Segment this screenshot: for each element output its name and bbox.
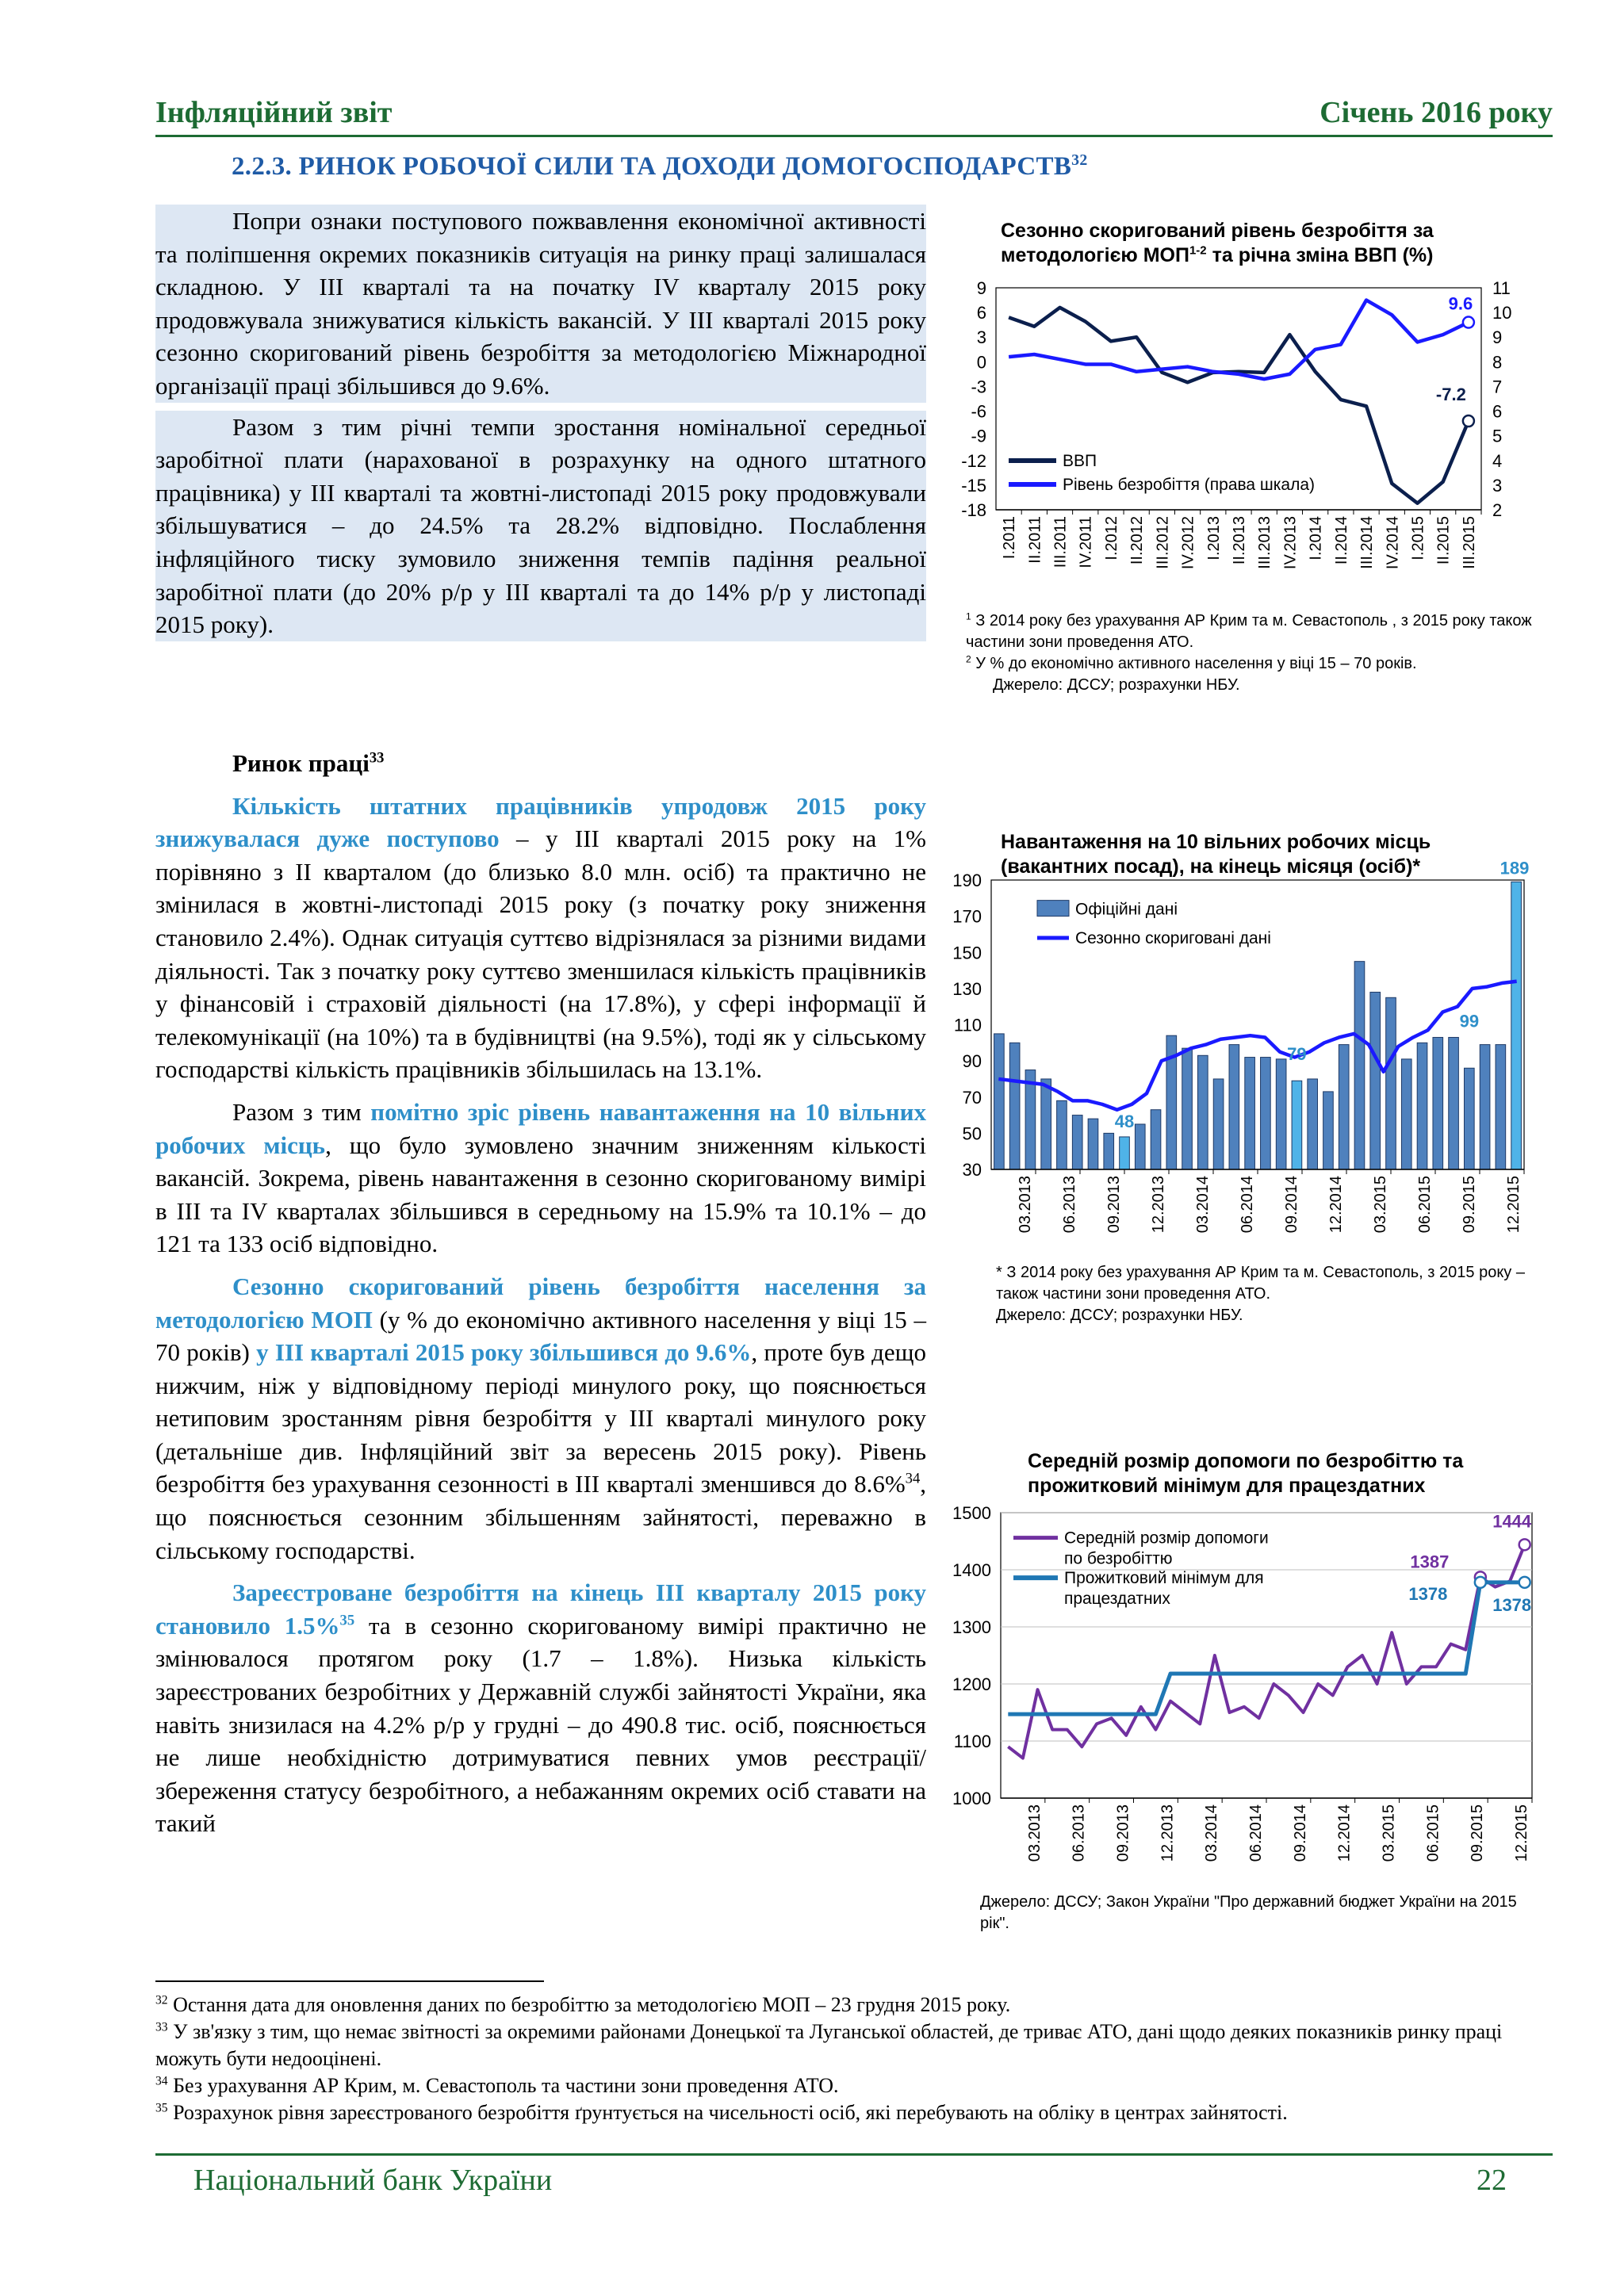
chart2-bar — [1104, 1133, 1114, 1169]
chart2-bar — [1120, 1137, 1130, 1169]
chart2-bar — [1433, 1037, 1443, 1169]
report-date: Січень 2016 року — [1320, 96, 1553, 129]
report-title: Інфляційний звіт — [155, 96, 393, 129]
chart1-xtick-label: III.2014 — [1358, 516, 1377, 569]
chart2-xtick-label: 09.2015 — [1461, 1176, 1478, 1234]
chart2-ytick: 70 — [962, 1087, 982, 1108]
chart2-bar — [1370, 992, 1381, 1169]
chart3-xtick-label: 06.2013 — [1070, 1804, 1088, 1862]
chart1-gdp-unemployment — [944, 274, 1512, 599]
chart1-ytick-left: 0 — [976, 352, 986, 373]
chart3-legend-label-minimum-1: Прожитковий мінімум для — [1064, 1569, 1264, 1588]
chart2-xtick-label: 12.2015 — [1505, 1176, 1522, 1234]
chart3-benefit-vs-minimum — [944, 1490, 1546, 1887]
chart3-ytick: 1500 — [952, 1503, 991, 1523]
chart1-xtick-label: IV.2012 — [1179, 516, 1197, 570]
chart3-xtick-label: 06.2015 — [1424, 1804, 1442, 1862]
chart2-ytick: 130 — [952, 978, 982, 999]
chart3-xtick-label: 12.2013 — [1159, 1804, 1177, 1862]
chart1-ytick-right: 3 — [1492, 475, 1503, 496]
footnote-rule — [155, 1980, 544, 1982]
header-rule — [155, 135, 1553, 137]
chart2-label-189: 189 — [1500, 858, 1530, 878]
chart2-ytick: 90 — [962, 1051, 982, 1072]
chart2-bar — [1135, 1124, 1145, 1169]
chart3-xtick-label: 12.2015 — [1513, 1804, 1531, 1862]
chart3-xtick-label: 06.2014 — [1247, 1804, 1266, 1862]
chart2-bar — [1449, 1037, 1459, 1169]
chart3-xtick-label: 09.2015 — [1469, 1804, 1487, 1862]
chart2-bar — [1088, 1119, 1098, 1169]
section-title: 2.2.3. РИНОК РОБОЧОЇ СИЛИ ТА ДОХОДИ ДОМОГОСПОДАРСТВ$^{32}$ — [232, 151, 1088, 181]
chart1-series-line-gdp — [1009, 308, 1469, 503]
chart3-point-1378b — [1519, 1577, 1530, 1588]
chart2-note: * З 2014 року без урахування АР Крим та м. Севастополь, з 2015 року – також частини зони проведення АТО. — [996, 1264, 1525, 1303]
chart2-xtick-label: 03.2013 — [1017, 1176, 1034, 1234]
chart2-bar — [994, 1034, 1005, 1169]
chart1-note-1: $^1$ З 2014 року без урахування АР Крим та м. Севастополь , з 2015 року також частини зони проведення АТО. — [966, 610, 1532, 651]
chart1-xtick-label: II.2014 — [1332, 516, 1350, 565]
labor-paragraph-3: Сезонно скоригований рівень безробіття населення за методологією МОП (у % до економічно активного населення у віці 15 – 70 років) у ІІІ кварталі 2015 року збільшився до 9.6%, проте був дещо нижчим, ніж у відповідному періоді минулого року, що пояснюється нетиповим зростанням рівня безробіття у ІІІ кварталі минулого року (детальніше див. Інфляційний звіт за вересень 2015 року). Рівень безробіття без урахування сезонності в ІІІ кварталі зменшився до 8.6%$^{34}$, що пояснюється сезонним збільшенням зайнятості, переважно в сільському господарстві. — [155, 1272, 926, 1564]
chart1-xtick-label: I.2014 — [1307, 516, 1325, 561]
chart3-ytick: 1200 — [952, 1674, 991, 1694]
chart3-xtick-label: 09.2013 — [1114, 1804, 1132, 1862]
chart1-xtick-label: III.2011 — [1051, 516, 1070, 568]
chart2-bar — [1182, 1048, 1193, 1169]
chart1-xtick-label: III.2013 — [1256, 516, 1274, 569]
chart2-bar — [1417, 1043, 1427, 1169]
chart1-xtick-label: III.2015 — [1460, 516, 1478, 569]
chart3-legend-label-benefit-2: по безробіттю — [1064, 1549, 1173, 1568]
chart1-xtick-label: II.2011 — [1026, 516, 1044, 564]
footnote-33: $^{33}$ У зв'язку з тим, що немає звітності за окремими районами Донецької та Луганської областей, де триває АТО, дані щодо деяких показників ринку праці можуть бути недооцінені. — [155, 2020, 1503, 2070]
chart2-bar — [1401, 1059, 1411, 1169]
chart1-legend-label-unemployment: Рівень безробіття (права шкала) — [1063, 476, 1316, 494]
chart2-legend-label-line: Сезонно скориговані дані — [1075, 929, 1271, 947]
chart1-ytick-right: 7 — [1492, 377, 1503, 397]
chart2-bar — [1480, 1045, 1490, 1169]
chart1-ytick-left: 3 — [976, 327, 986, 348]
chart2-ytick: 50 — [962, 1123, 982, 1144]
chart3-xtick-label: 12.2014 — [1335, 1804, 1354, 1862]
chart1-ytick-left: -3 — [971, 377, 986, 397]
chart1-notes — [966, 610, 1537, 696]
chart1-ytick-right: 10 — [1492, 303, 1512, 323]
labor-paragraph-1: Кількість штатних працівників упродовж 2015 року знижувалася дуже поступово – у ІІІ кварталі 2015 року на 1% порівняно з ІІ кварталом (до близько 8.0 млн. осіб) та практично не змінилася в жовтні-листопаді 2015 року (з початку року зниження становило 2.4%). Однак ситуація суттєво відрізнялася за різними видами діяльності. Так з початку року суттєво зменшилася кількість працівників у фінансовій і страховій діяльності (на 17.8%), у сфері інформації й телекомунікації (на 10%) та в будівництві (на 9.5%), тоді як у сільському господарстві кількість працівників збільшилась на 13.1%. — [155, 791, 926, 1084]
chart1-series-line-unemployment — [1009, 300, 1469, 380]
chart1-ytick-left: -9 — [971, 426, 986, 446]
chart1-ytick-left: 9 — [976, 278, 986, 298]
chart1-last-point — [1463, 415, 1474, 427]
labor-block — [155, 747, 926, 1840]
chart1-last-point — [1463, 317, 1474, 328]
chart1-label-gdp: -7.2 — [1435, 385, 1466, 404]
intro-paragraph-1: Попри ознаки поступового пожвавлення економічної активності та поліпшення окремих показників ситуація на ринку праці залишалася складною. У ІІІ кварталі та на початку IV кварталу 2015 року продовжувала знижуватися кількість вакансій. У ІІІ кварталі 2015 року сезонно скоригований рівень безробіття за методологією Міжнародної організації праці збільшився до 9.6%. — [155, 205, 926, 403]
chart2-xtick-label: 06.2015 — [1416, 1176, 1434, 1234]
footnote-32: $^{32}$ Остання дата для оновлення даних по безробіттю за методологією МОП – 23 грудня 2015 року. — [155, 1993, 1011, 2016]
chart2-bar — [1276, 1059, 1286, 1169]
chart2-bar — [1511, 882, 1522, 1169]
chart2-xtick-label: 03.2014 — [1194, 1176, 1212, 1234]
footer-bank-name: Національний банк України — [193, 2164, 553, 2197]
chart1-ytick-left: 6 — [976, 303, 986, 323]
chart2-bar — [1213, 1079, 1224, 1169]
chart2-bar — [1009, 1043, 1020, 1169]
chart2-bar — [1245, 1058, 1255, 1169]
chart1-xtick-label: II.2015 — [1434, 516, 1453, 565]
chart3-xtick-label: 03.2015 — [1380, 1804, 1398, 1862]
chart1-xtick-label: II.2012 — [1128, 516, 1147, 565]
chart2-xtick-label: 09.2013 — [1105, 1176, 1123, 1234]
chart2-label-79: 79 — [1287, 1044, 1307, 1065]
chart2-source: Джерело: ДССУ; розрахунки НБУ. — [996, 1307, 1243, 1324]
chart1-xtick-label: I.2013 — [1205, 516, 1223, 561]
chart1-xtick-label: I.2012 — [1102, 516, 1120, 561]
chart3-label-1378b: 1378 — [1492, 1594, 1532, 1615]
chart1-ytick-left: -6 — [971, 401, 986, 422]
chart3-xtick-label: 03.2013 — [1025, 1804, 1044, 1862]
chart1-xtick-label: I.2011 — [1001, 516, 1019, 560]
chart2-bar — [1339, 1045, 1349, 1169]
chart1-ytick-left: -18 — [961, 500, 986, 520]
labor-paragraph-2: Разом з тим помітно зріс рівень навантаження на 10 вільних робочих місць, що було зумовлено значним зниженням кількості вакансій. Зокрема, рівень навантаження в сезонно скоригованому вимірі в ІІІ та IV кварталах збільшився в середньому на 15.9% та 10.1% – до 121 та 133 осіб відповідно. — [155, 1097, 927, 1258]
chart2-bar — [1197, 1055, 1208, 1169]
chart1-ytick-left: -15 — [961, 475, 986, 496]
chart1-note-2: $^2$ У % до економічно активного населення у віці 15 – 70 років. — [966, 653, 1417, 672]
chart2-bar — [1464, 1068, 1474, 1169]
chart2-bar — [1386, 997, 1396, 1169]
chart3-legend-label-minimum-2: працездатних — [1064, 1590, 1170, 1609]
chart2-ytick: 150 — [952, 943, 982, 963]
chart1-xtick-label: IV.2011 — [1077, 516, 1095, 568]
chart2-legend-swatch-bars — [1037, 901, 1069, 916]
chart2-notes — [996, 1262, 1543, 1326]
chart2-title: Навантаження на 10 вільних робочих місць (вакантних посад), на кінець місяця (осіб)* — [1001, 831, 1431, 878]
chart2-xtick-label: 06.2014 — [1239, 1176, 1256, 1234]
chart2-label-99: 99 — [1459, 1011, 1480, 1031]
chart3-title: Середній розмір допомоги по безробіттю та прожитковий мінімум для працездатних — [1028, 1450, 1464, 1497]
chart1-legend-label-gdp: ВВП — [1063, 452, 1097, 470]
chart3-ytick: 1400 — [952, 1560, 991, 1580]
chart1-ytick-right: 5 — [1492, 426, 1503, 446]
chart3-label-1378a: 1378 — [1408, 1583, 1448, 1604]
chart3-xtick-label: 09.2014 — [1291, 1804, 1309, 1862]
chart3-label-1387: 1387 — [1410, 1552, 1450, 1572]
chart3-legend-label-benefit-1: Середній розмір допомоги — [1064, 1529, 1269, 1548]
chart2-bar — [1229, 1045, 1239, 1169]
chart1-xtick-label: I.2015 — [1409, 516, 1427, 561]
labor-paragraph-4: Зареєстроване безробіття на кінець ІІІ кварталу 2015 року становило 1.5%$^{35}$ та в сезонно скоригованому вимірі практично не змінювалося протягом року (1.7 – 1.8%). Низька кількість зареєстрованих безробітних у Державній службі зайнятості України, яка навіть знизилася на 4.2% р/р у грудні – до 490.8 тис. осіб, пояснюється не лише необхідністю дотримуватися певних умов реєстрації/збереження статусу безробітного, а небажанням окремих осіб ставати на такий — [155, 1578, 926, 1838]
chart2-bar — [1308, 1079, 1318, 1169]
chart2-ytick: 110 — [953, 1015, 982, 1035]
chart1-label-unemployment: 9.6 — [1448, 293, 1473, 314]
chart2-bar — [1354, 962, 1365, 1169]
chart2-ytick: 190 — [952, 871, 982, 890]
footer-rule — [155, 2153, 1553, 2156]
chart3-ytick: 1100 — [953, 1732, 991, 1751]
chart2-bar — [1057, 1100, 1067, 1169]
chart1-ytick-left: -12 — [961, 450, 986, 471]
chart2-bar — [1496, 1045, 1506, 1169]
chart3-ytick: 1300 — [952, 1617, 991, 1637]
chart2-ytick: 30 — [962, 1160, 982, 1180]
chart2-xtick-label: 06.2013 — [1061, 1176, 1078, 1234]
chart1-ytick-right: 2 — [1492, 500, 1503, 520]
footnotes — [155, 1992, 1551, 2126]
chart2-bar — [1151, 1110, 1161, 1169]
chart2-bar — [1323, 1092, 1334, 1169]
page-number: 22 — [1477, 2164, 1507, 2197]
chart2-legend-label-bars: Офіційні дані — [1075, 900, 1178, 919]
chart2-bar — [1261, 1058, 1271, 1169]
chart3-ytick: 1000 — [952, 1789, 991, 1808]
chart2-bar — [1292, 1081, 1302, 1169]
chart3-source: Джерело: ДССУ; Закон України "Про державний бюджет України на 2015 рік". — [980, 1893, 1517, 1932]
chart1-title: Сезонно скоригований рівень безробіття за методологією МОП$^{1-2}$ та річна зміна ВВП (%) — [1001, 220, 1434, 266]
chart2-load-per-vacancy — [944, 856, 1538, 1245]
chart1-xtick-label: III.2012 — [1154, 516, 1172, 569]
chart1-source: Джерело: ДССУ; розрахунки НБУ. — [993, 676, 1240, 694]
chart1-xtick-label: IV.2013 — [1281, 516, 1300, 570]
chart3-point-1378a — [1475, 1577, 1486, 1588]
chart2-xtick-label: 09.2014 — [1283, 1176, 1300, 1234]
chart3-point-1444 — [1519, 1539, 1530, 1550]
chart1-ytick-right: 6 — [1492, 401, 1503, 422]
chart1-ytick-right: 4 — [1492, 450, 1503, 471]
chart1-ytick-right: 8 — [1492, 352, 1503, 373]
chart1-ytick-right: 9 — [1492, 327, 1503, 348]
labor-heading: Ринок праці$^{33}$ — [232, 749, 385, 777]
chart1-xtick-label: II.2013 — [1231, 516, 1248, 565]
chart2-xtick-label: 03.2015 — [1372, 1176, 1389, 1234]
chart1-xtick-label: IV.2014 — [1384, 516, 1402, 570]
chart2-bar — [1041, 1079, 1051, 1169]
chart2-plot-frame — [991, 880, 1524, 1169]
chart3-xtick-label: 03.2014 — [1203, 1804, 1221, 1862]
intro-block — [155, 205, 926, 641]
chart2-ytick: 170 — [952, 906, 982, 927]
footnote-35: $^{35}$ Розрахунок рівня зареєстрованого безробіття ґрунтується на чисельності осіб, які перебувають на обліку в центрах зайнятості. — [155, 2101, 1288, 2124]
chart2-xtick-label: 12.2014 — [1327, 1176, 1345, 1234]
chart3-label-1444: 1444 — [1492, 1511, 1532, 1532]
intro-paragraph-2: Разом з тим річні темпи зростання номінальної середньої заробітної плати (нарахованої в розрахунку на одного штатного працівника) у ІІІ кварталі та жовтні-листопаді 2015 року продовжували збільшуватися – до 24.5% та 28.2% відповідно. Послаблення інфляційного тиску зумовило зниження темпів падіння реальної заробітної плати (до 20% р/р у ІІІ кварталі та до 14% р/р у листопаді 2015 року). — [155, 411, 926, 641]
chart2-xtick-label: 12.2013 — [1150, 1176, 1167, 1234]
chart2-label-48: 48 — [1114, 1111, 1135, 1131]
chart2-bar — [1072, 1115, 1082, 1169]
chart1-ytick-right: 11 — [1492, 278, 1511, 298]
footnote-34: $^{34}$ Без урахування АР Крим, м. Севастополь та частини зони проведення АТО. — [155, 2074, 839, 2097]
